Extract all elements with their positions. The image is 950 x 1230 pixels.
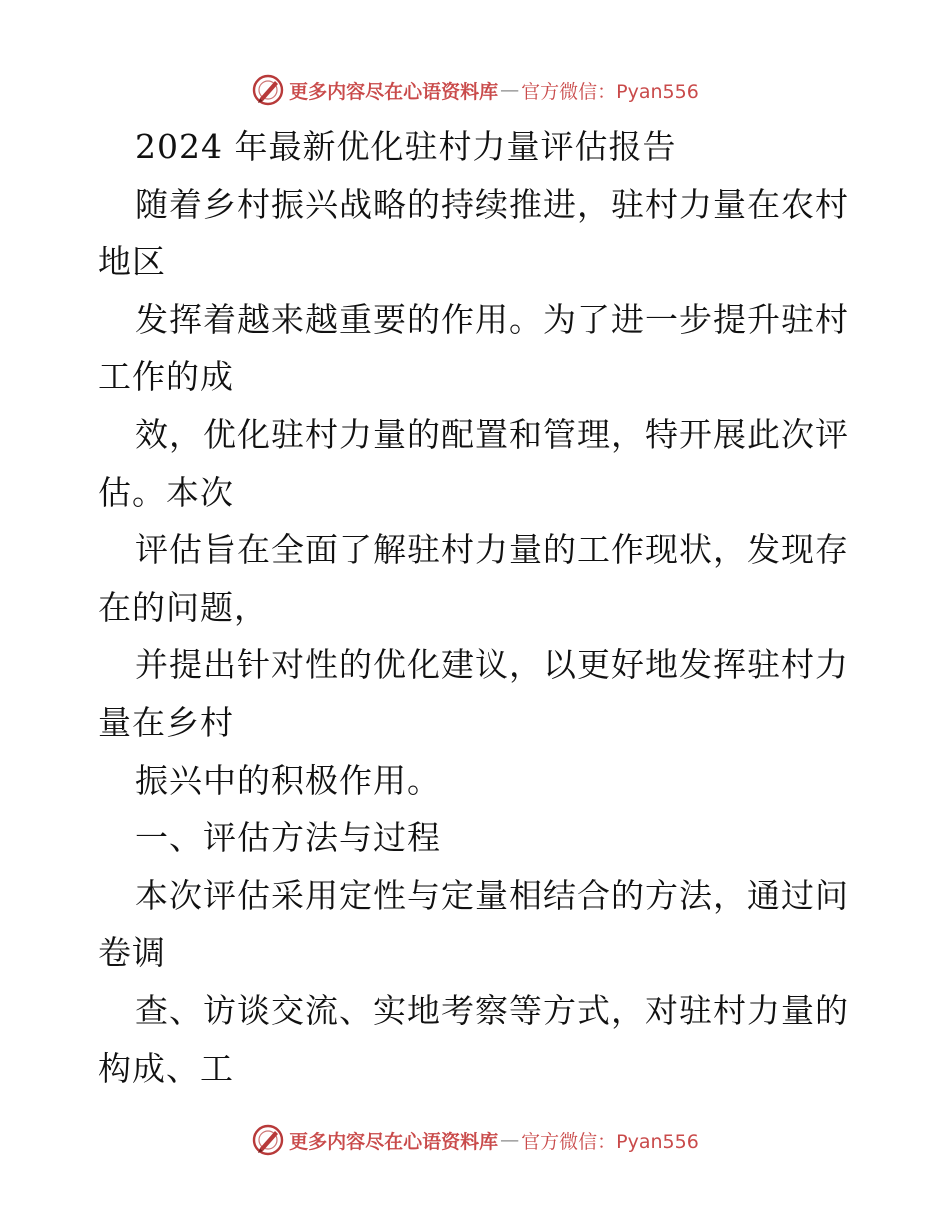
footer-watermark bbox=[0, 1120, 950, 1160]
document-line: 卷调 bbox=[98, 933, 166, 973]
document-line: 工作的成 bbox=[98, 357, 234, 397]
document-line: 2024 年最新优化驻村力量评估报告 bbox=[135, 127, 677, 166]
pen-seal-logo-icon bbox=[251, 73, 285, 107]
document-line: 查、访谈交流、实地考察等方式，对驻村力量的 bbox=[135, 990, 849, 1030]
document-line: 振兴中的积极作用。 bbox=[135, 760, 441, 800]
document-line: 在的问题， bbox=[98, 587, 268, 627]
document-line: 估。本次 bbox=[98, 472, 234, 512]
watermark-separator: — bbox=[500, 79, 520, 101]
watermark-wechat-text: 官方微信：Pyan556 bbox=[521, 1130, 699, 1153]
watermark-wechat-text: 官方微信：Pyan556 bbox=[521, 80, 699, 103]
document-line: 随着乡村振兴战略的持续推进，驻村力量在农村 bbox=[135, 184, 849, 224]
watermark-separator: — bbox=[500, 1129, 520, 1151]
document-line: 量在乡村 bbox=[98, 702, 234, 742]
pen-seal-logo-icon bbox=[251, 1123, 285, 1157]
watermark-brand-text: 更多内容尽在心语资料库 bbox=[289, 80, 499, 103]
document-line: 构成、工 bbox=[98, 1048, 234, 1088]
watermark-brand-text: 更多内容尽在心语资料库 bbox=[289, 1130, 499, 1153]
document-line: 一、评估方法与过程 bbox=[135, 818, 441, 858]
document-body bbox=[98, 118, 858, 1097]
document-line: 地区 bbox=[98, 242, 166, 282]
document-line: 本次评估采用定性与定量相结合的方法，通过问 bbox=[135, 875, 849, 915]
document-line: 效，优化驻村力量的配置和管理，特开展此次评 bbox=[135, 414, 849, 454]
header-watermark bbox=[0, 70, 950, 110]
document-line: 并提出针对性的优化建议，以更好地发挥驻村力 bbox=[135, 645, 849, 685]
document-line: 发挥着越来越重要的作用。为了进一步提升驻村 bbox=[135, 299, 849, 339]
document-line: 评估旨在全面了解驻村力量的工作现状，发现存 bbox=[135, 530, 849, 570]
